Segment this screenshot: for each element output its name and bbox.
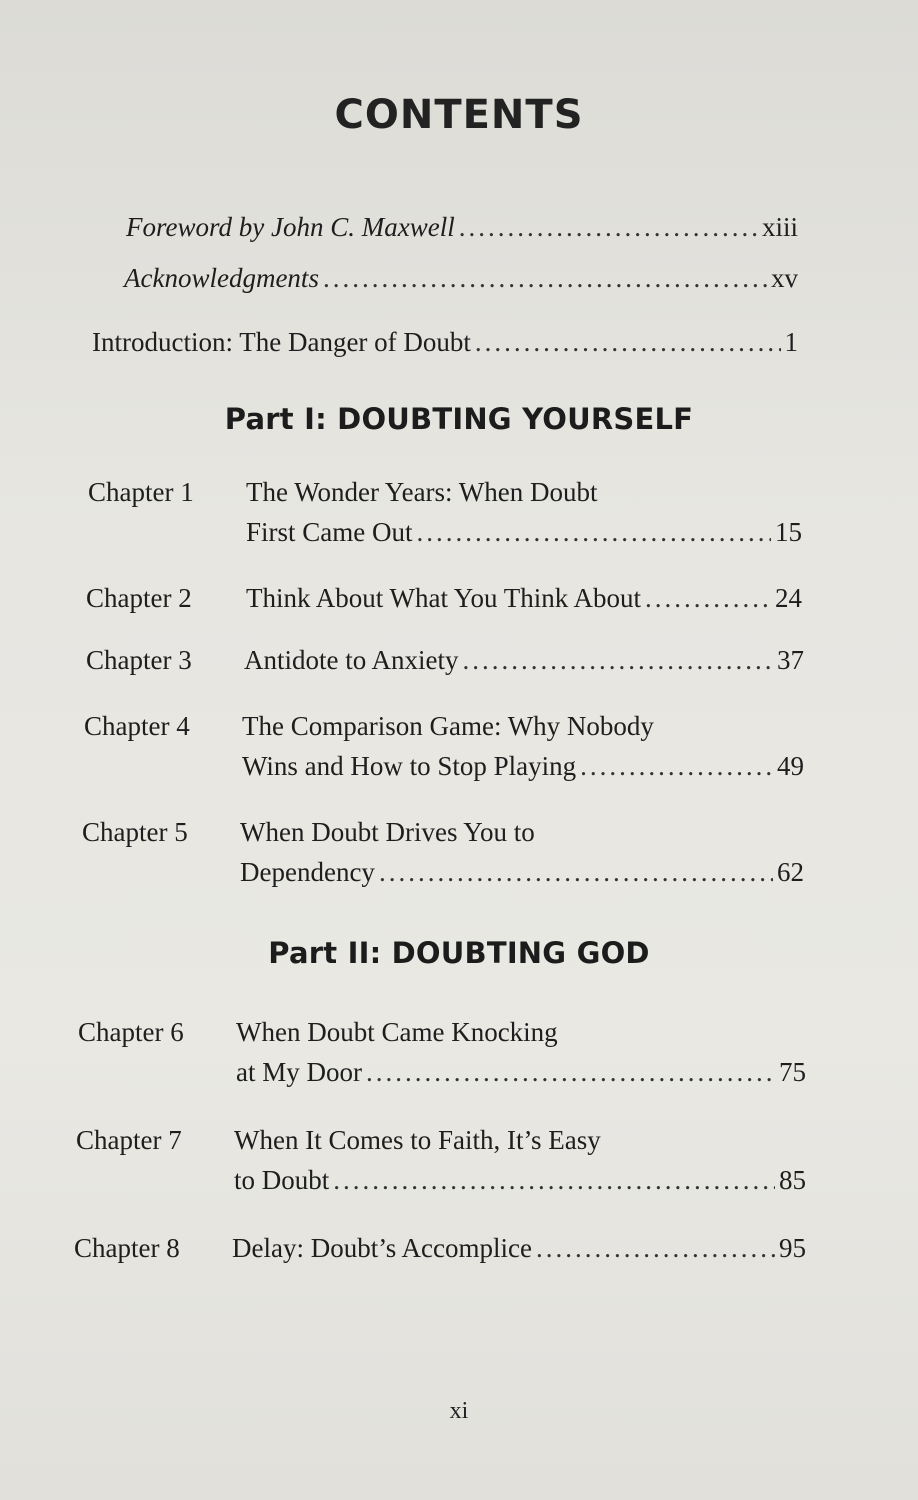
dot-leader (379, 852, 773, 892)
toc-chapter-row (82, 812, 804, 892)
chapter-number: Chapter 2 (86, 583, 192, 613)
chapter-title-line2: Wins and How to Stop Playing (242, 751, 577, 781)
toc-entry-page: xv (771, 263, 798, 293)
dot-leader (645, 578, 771, 618)
toc-entry-label: Acknowledgments (124, 263, 319, 293)
chapter-title-line1: When It Comes to Faith, It’s Easy (234, 1125, 601, 1155)
chapter-number: Chapter 1 (88, 477, 194, 507)
chapter-number: Chapter 8 (74, 1233, 180, 1263)
dot-leader (366, 1052, 775, 1092)
dot-leader (462, 640, 773, 680)
chapter-title-line1: The Wonder Years: When Doubt (246, 477, 598, 507)
toc-chapter-row (76, 1120, 806, 1200)
dot-leader (333, 1160, 775, 1200)
page-title: CONTENTS (334, 92, 584, 138)
toc-entry-acknowledgments (124, 258, 798, 298)
chapter-number: Chapter 3 (86, 645, 192, 675)
chapter-title-line1: Antidote to Anxiety (244, 645, 459, 675)
dot-leader (536, 1228, 775, 1268)
toc-entry-foreword (126, 207, 798, 247)
chapter-page: 49 (777, 751, 804, 781)
toc-entry-page: xiii (761, 212, 798, 242)
chapter-title-line2: to Doubt (234, 1165, 330, 1195)
toc-chapter-row (74, 1228, 806, 1268)
chapter-page: 62 (777, 857, 804, 887)
chapter-number: Chapter 5 (82, 817, 188, 847)
toc-chapter-row (86, 640, 804, 680)
chapter-title-line2: First Came Out (246, 517, 413, 547)
toc-chapter-row (88, 472, 802, 552)
chapter-page: 37 (777, 645, 804, 675)
chapter-number: Chapter 6 (78, 1017, 184, 1047)
part-heading: Part II: DOUBTING GOD (268, 936, 650, 970)
chapter-page: 15 (775, 517, 802, 547)
chapter-title-line1: Delay: Doubt’s Accomplice (232, 1233, 532, 1263)
toc-chapter-row (86, 578, 802, 618)
chapter-title-line1: The Comparison Game: Why Nobody (242, 711, 654, 741)
dot-leader (323, 258, 767, 298)
toc-chapter-row (84, 706, 804, 786)
chapter-title-line1: Think About What You Think About (246, 583, 642, 613)
page-number: xi (449, 1398, 469, 1424)
toc-entry-label: Foreword by John C. Maxwell (126, 212, 455, 242)
chapter-title-line2: at My Door (236, 1057, 362, 1087)
dot-leader (475, 322, 781, 362)
toc-entry-label: Introduction: The Danger of Doubt (92, 327, 471, 357)
chapter-number: Chapter 4 (84, 711, 190, 741)
chapter-title-line1: When Doubt Came Knocking (236, 1017, 558, 1047)
toc-chapter-row (78, 1012, 806, 1092)
toc-entry-page: 1 (784, 327, 798, 357)
chapter-number: Chapter 7 (76, 1125, 182, 1155)
toc-entry-introduction (92, 322, 798, 362)
chapter-page: 85 (779, 1165, 806, 1195)
dot-leader (580, 746, 773, 786)
chapter-page: 95 (779, 1233, 806, 1263)
chapter-title-line2: Dependency (240, 857, 375, 887)
dot-leader (417, 512, 772, 552)
dot-leader (459, 207, 758, 247)
chapter-title-line1: When Doubt Drives You to (240, 817, 535, 847)
part-heading: Part I: DOUBTING YOURSELF (224, 402, 694, 436)
chapter-page: 24 (775, 583, 802, 613)
chapter-page: 75 (779, 1057, 806, 1087)
